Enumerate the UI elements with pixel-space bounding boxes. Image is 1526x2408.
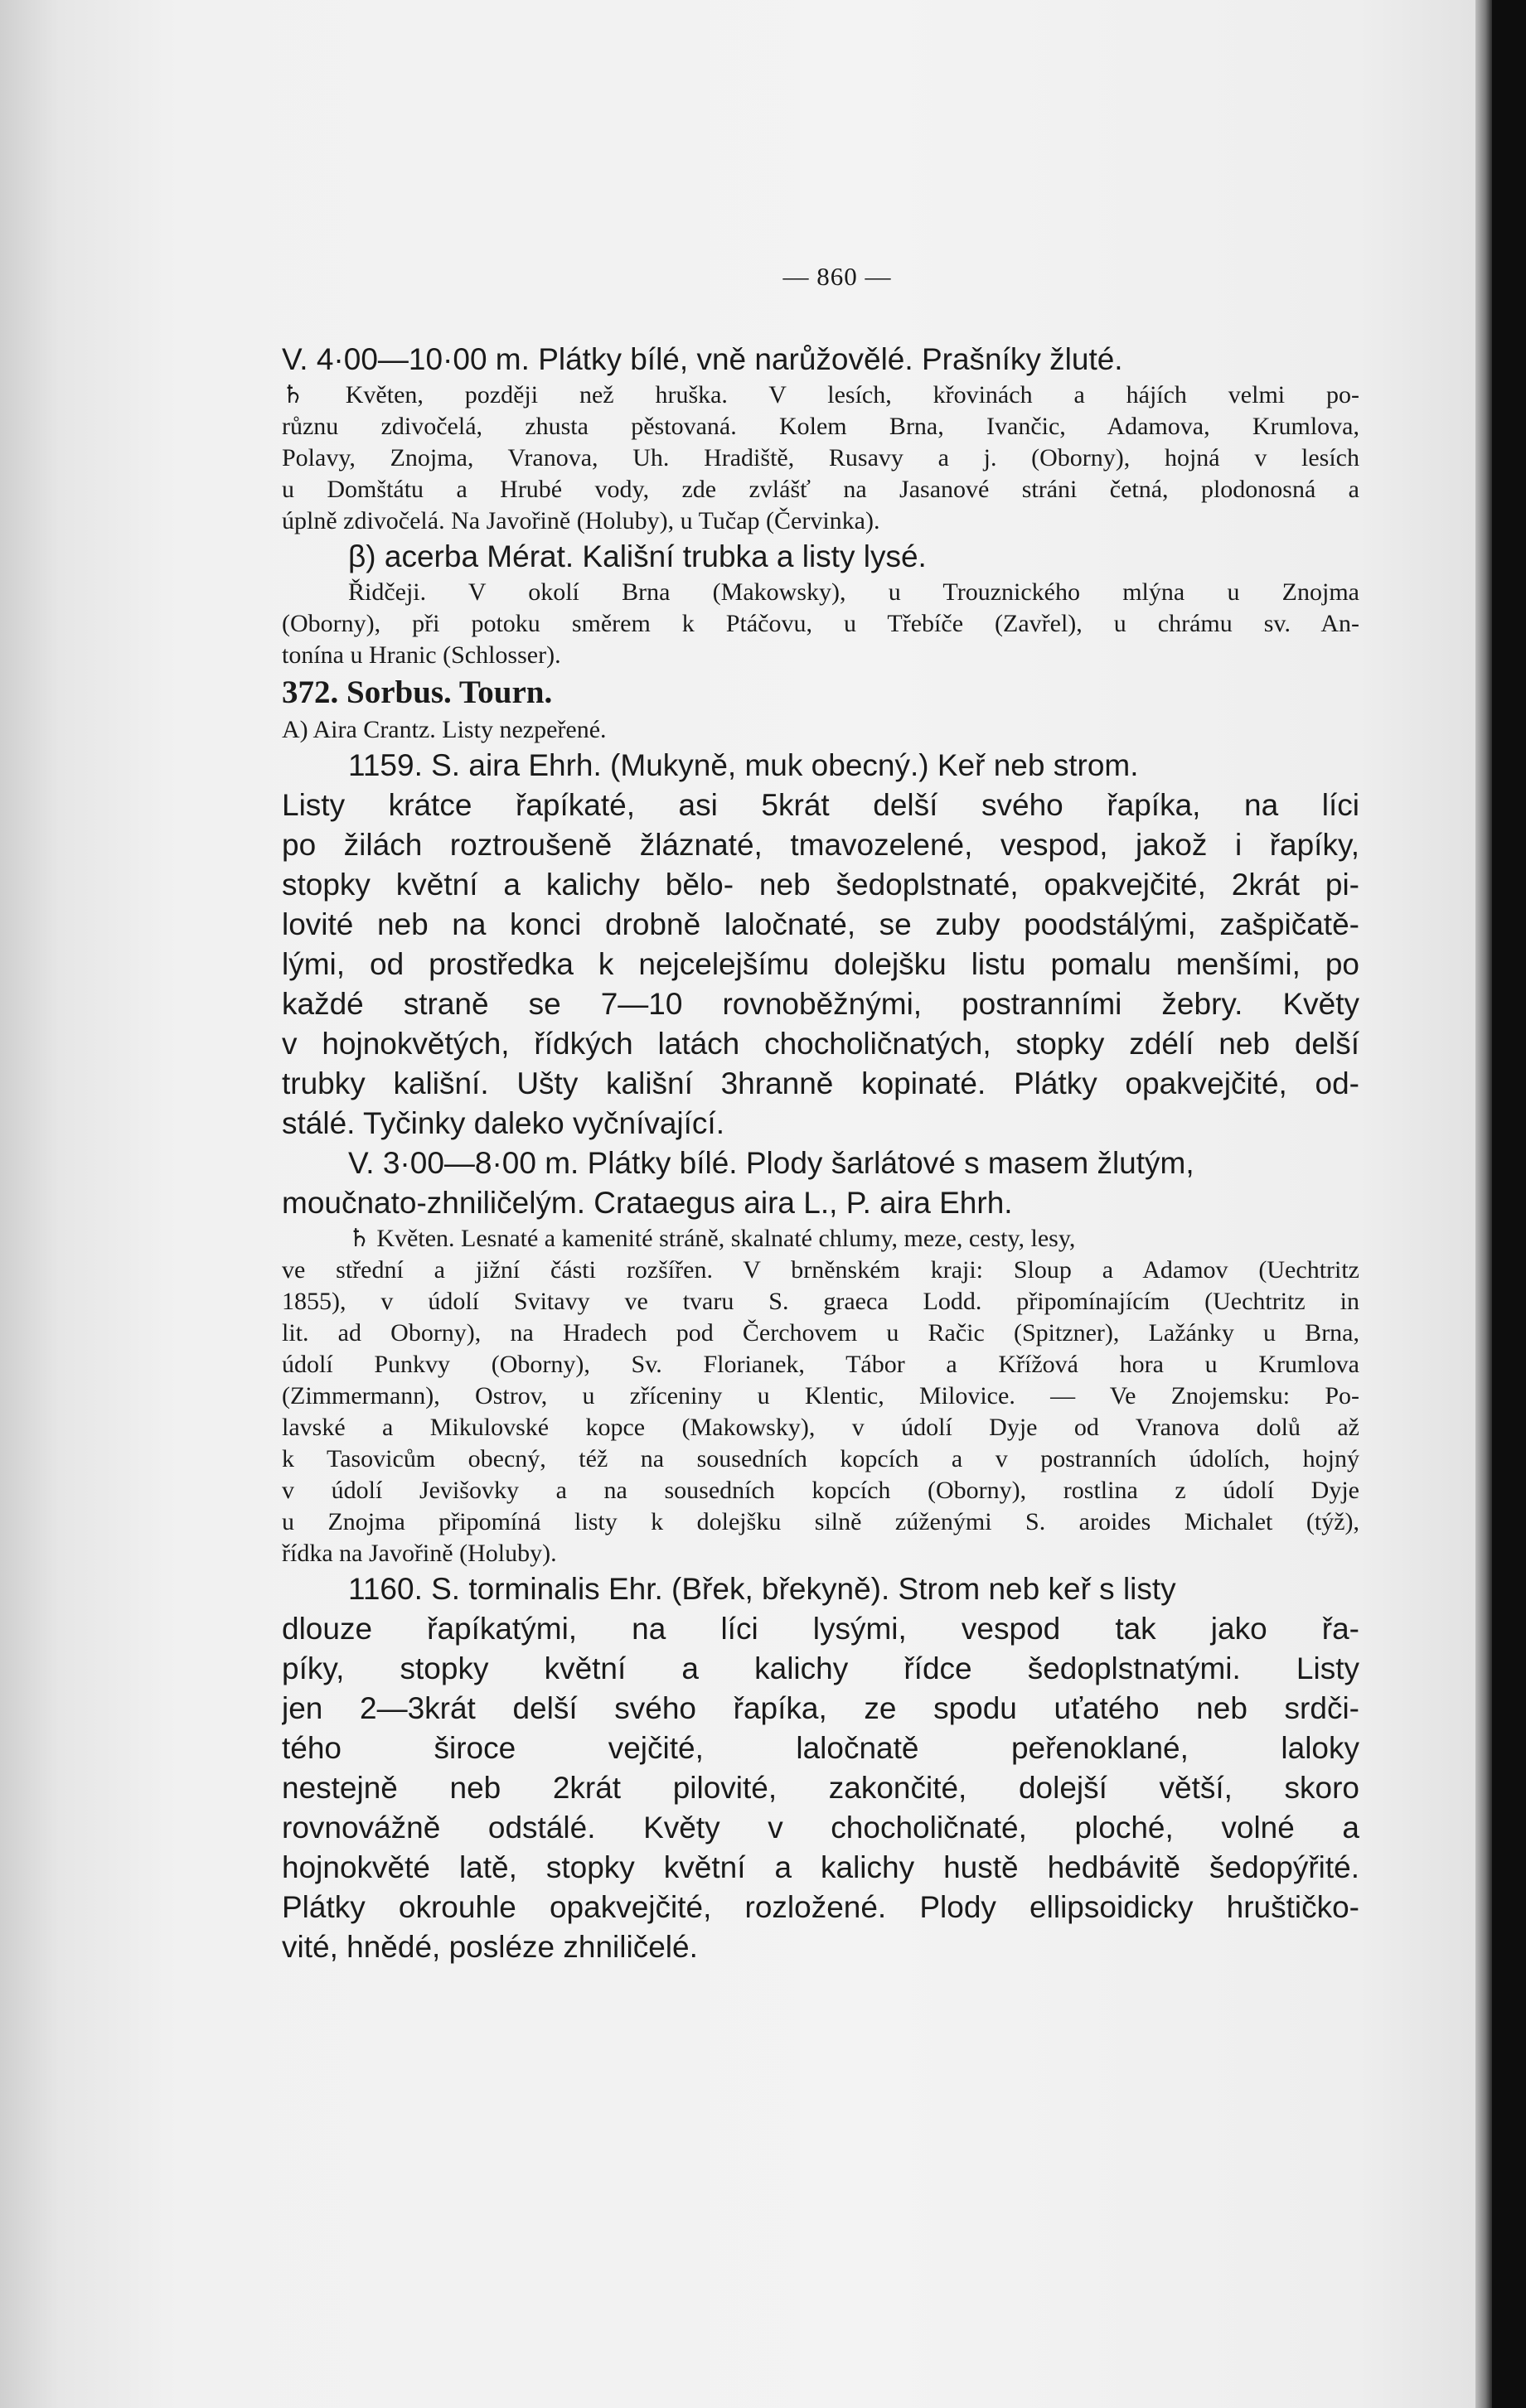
text-paragraph (282, 577, 1359, 671)
text-line: ve střední a jižní části rozšířen. V brněnském kraji: Sloup a Adamov (Uechtritz (282, 1256, 1359, 1284)
text-line: u Znojma připomíná listy k dolejšku silně zúženými S. aroides Michalet (týž), (282, 1508, 1359, 1535)
text-line: 1160. S. torminalis Ehr. (Břek, břekyně). Strom neb keř s listy (348, 1572, 1176, 1606)
text-paragraph (282, 1255, 1359, 1569)
text-line: tonína u Hranic (Schlosser). (282, 641, 561, 669)
text-paragraph (282, 340, 1359, 380)
text-paragraph (282, 1609, 1359, 1967)
text-line: stopky květní a kalichy bělo- neb šedoplstnaté, opakvejčité, 2krát pi- (282, 868, 1359, 902)
text-paragraph (282, 786, 1359, 1144)
text-line: rovnovážně odstálé. Květy v chocholičnaté, ploché, volné a (282, 1811, 1359, 1845)
text-line: úplně zdivočelá. Na Javořině (Holuby), u Tučap (Červinka). (282, 507, 880, 534)
scan-border (1492, 0, 1526, 2408)
text-paragraph (282, 380, 1359, 537)
text-paragraph (282, 1569, 1359, 1609)
text-line: v údolí Jevišovky a na sousedních kopcích (Oborny), rostlina z údolí Dyje (282, 1477, 1359, 1504)
text-line: ♄ Květen, později než hruška. V lesích, křovinách a hájích velmi po- (282, 381, 1359, 409)
text-line: píky, stopky květní a kalichy řídce šedoplstnatými. Listy (282, 1651, 1359, 1685)
text-line: (Zimmermann), Ostrov, u zříceniny u Klentic, Milovice. — Ve Znojemsku: Po- (282, 1382, 1359, 1410)
page-binding-shadow (1475, 0, 1492, 2408)
text-line: jen 2—3krát delší svého řapíka, ze spodu uťatého neb srdči- (282, 1691, 1359, 1725)
text-paragraph (282, 1144, 1359, 1183)
text-line: 372. Sorbus. Tourn. (282, 675, 553, 710)
text-paragraph (282, 1223, 1359, 1255)
page-number: — 860 — (782, 262, 892, 291)
text-line: moučnato-zhniličelým. Crataegus aira L., P. aira Ehrh. (282, 1186, 1013, 1220)
text-line: po žilách roztroušeně žláznaté, tmavozelené, vespod, jakož i řapíky, (282, 828, 1359, 862)
text-line: různu zdivočelá, zhusta pěstovaná. Kolem Brna, Ivančic, Adamova, Krumlova, (282, 413, 1359, 440)
text-line: 1159. S. aira Ehrh. (Mukyně, muk obecný.) Keř neb strom. (348, 748, 1139, 782)
text-line: β) acerba Mérat. Kališní trubka a listy lysé. (348, 539, 927, 573)
text-line: V. 3·00—8·00 m. Plátky bílé. Plody šarlátové s masem žlutým, (348, 1146, 1194, 1180)
text-line: Řidčeji. V okolí Brna (Makowsky), u Trouznického mlýna u Znojma (348, 578, 1359, 606)
text-line: lavské a Mikulovské kopce (Makowsky), v údolí Dyje od Vranova dolů až (282, 1414, 1359, 1441)
text-line: nestejně neb 2krát pilovité, zakončité, dolejší větší, skoro (282, 1771, 1359, 1805)
text-line: řídka na Javořině (Holuby). (282, 1540, 557, 1567)
text-line: Plátky okrouhle opakvejčité, rozložené. Plody ellipsoidicky hruštičko- (282, 1890, 1359, 1924)
text-line: trubky kališní. Ušty kališní 3hranně kopinaté. Plátky opakvejčité, od- (282, 1066, 1359, 1100)
text-paragraph (282, 1183, 1359, 1223)
text-line: lit. ad Oborny), na Hradech pod Čerchovem u Račic (Spitzner), Lažánky u Brna, (282, 1319, 1359, 1347)
text-line: k Tasovicům obecný, též na sousedních kopcích a v postranních údolích, hojný (282, 1445, 1359, 1472)
text-line: V. 4·00—10·00 m. Plátky bílé, vně narůžovělé. Prašníky žluté. (282, 342, 1123, 376)
text-line: dlouze řapíkatými, na líci lysými, vespod tak jako řa- (282, 1612, 1359, 1646)
text-line: hojnokvěté latě, stopky květní a kalichy hustě hedbávitě šedopýřité. (282, 1850, 1359, 1884)
text-line: vité, hnědé, posléze zhniličelé. (282, 1930, 698, 1964)
text-line: tého široce vejčité, laločnatě peřenoklané, laloky (282, 1731, 1359, 1765)
text-line: Listy krátce řapíkaté, asi 5krát delší svého řapíka, na líci (282, 788, 1359, 822)
text-column (282, 340, 1359, 1967)
text-line: Polavy, Znojma, Vranova, Uh. Hradiště, Rusavy a j. (Oborny), hojná v lesích (282, 444, 1359, 471)
text-line: lými, od prostředka k nejcelejšímu dolejšku listu pomalu menšími, po (282, 947, 1359, 981)
text-line: u Domštátu a Hrubé vody, zde zvlášť na Jasanové stráni četná, plodonosná a (282, 476, 1359, 503)
text-line: lovité neb na konci drobně laločnaté, se zuby poodstálými, zašpičatě- (282, 907, 1359, 941)
text-line: 1855), v údolí Svitavy ve tvaru S. graeca Lodd. připomínajícím (Uechtritz in (282, 1288, 1359, 1315)
text-line: každé straně se 7—10 rovnoběžnými, postranními žebry. Květy (282, 987, 1359, 1021)
text-line: údolí Punkvy (Oborny), Sv. Florianek, Tábor a Křížová hora u Krumlova (282, 1351, 1359, 1378)
text-line: v hojnokvětých, řídkých latách chocholičnatých, stopky zdélí neb delší (282, 1027, 1359, 1061)
section-heading (282, 671, 1359, 714)
text-line: ♄ Květen. Lesnaté a kamenité stráně, skalnaté chlumy, meze, cesty, lesy, (348, 1225, 1076, 1252)
text-line: (Oborny), při potoku směrem k Ptáčovu, u Třebíče (Zavřel), u chrámu sv. An- (282, 610, 1359, 637)
text-line: A) Aira Crantz. Listy nezpeřené. (282, 716, 607, 743)
text-paragraph (282, 714, 1359, 746)
text-paragraph (282, 746, 1359, 786)
text-line: stálé. Tyčinky daleko vyčnívající. (282, 1106, 724, 1140)
text-paragraph (282, 537, 1359, 577)
